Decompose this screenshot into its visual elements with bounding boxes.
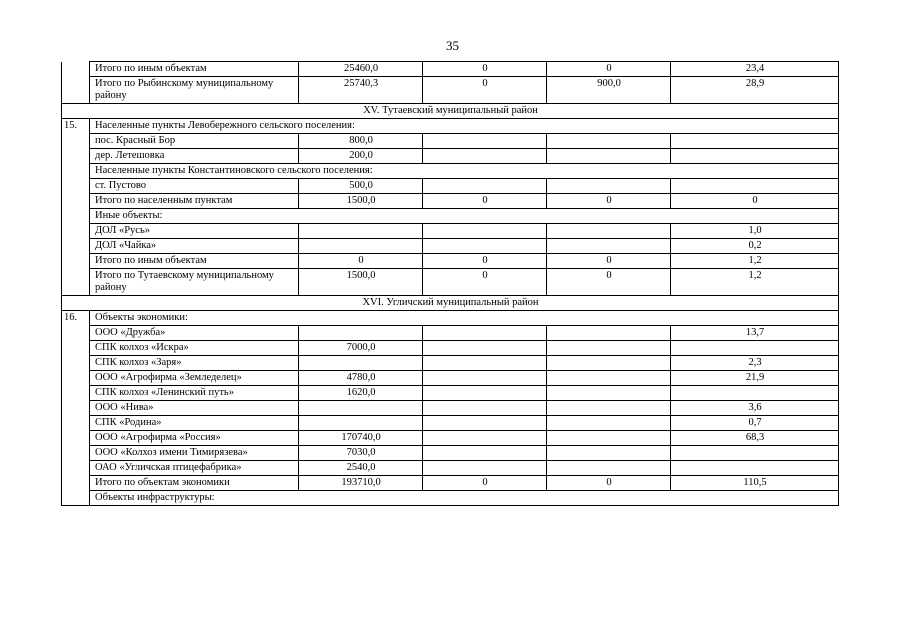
value-cell-1: [299, 416, 423, 431]
row-number: [62, 386, 90, 401]
value-cell-2: [423, 446, 547, 461]
value-cell-4: 110,5: [671, 476, 839, 491]
value-cell-2: 0: [423, 254, 547, 269]
section-title: XV. Тутаевский муниципальный район: [62, 104, 839, 119]
value-cell-2: [423, 416, 547, 431]
row-number: [62, 62, 90, 77]
table-row: [62, 386, 839, 401]
value-cell-1: 25740,3: [299, 77, 423, 104]
group-header-row: [62, 209, 839, 224]
group-label: Населенные пункты Константиновского сельского поселения:: [90, 164, 839, 179]
row-number: [62, 401, 90, 416]
table-row: [62, 446, 839, 461]
row-number: [62, 194, 90, 209]
value-cell-3: [547, 179, 671, 194]
value-cell-1: 1500,0: [299, 269, 423, 296]
value-cell-1: [299, 239, 423, 254]
row-number: [62, 77, 90, 104]
value-cell-4: 1,2: [671, 254, 839, 269]
value-cell-2: 0: [423, 194, 547, 209]
value-cell-1: 1620,0: [299, 386, 423, 401]
row-label: СПК колхоз «Ленинский путь»: [90, 386, 299, 401]
table-row: [62, 149, 839, 164]
row-number: [62, 416, 90, 431]
value-cell-1: [299, 326, 423, 341]
value-cell-4: 0,7: [671, 416, 839, 431]
table-body: [62, 62, 839, 506]
group-header-row: [62, 491, 839, 506]
value-cell-3: [547, 431, 671, 446]
value-cell-4: [671, 386, 839, 401]
value-cell-3: [547, 461, 671, 476]
row-label: ст. Пустово: [90, 179, 299, 194]
value-cell-3: [547, 341, 671, 356]
value-cell-2: 0: [423, 476, 547, 491]
value-cell-1: [299, 224, 423, 239]
value-cell-4: [671, 446, 839, 461]
row-number: [62, 491, 90, 506]
table-row: [62, 179, 839, 194]
value-cell-2: [423, 149, 547, 164]
value-cell-3: [547, 416, 671, 431]
value-cell-4: 21,9: [671, 371, 839, 386]
value-cell-1: 25460,0: [299, 62, 423, 77]
value-cell-4: [671, 461, 839, 476]
row-label: СПК колхоз «Искра»: [90, 341, 299, 356]
row-number: [62, 224, 90, 239]
row-number: [62, 239, 90, 254]
value-cell-2: 0: [423, 77, 547, 104]
row-label: ОАО «Угличская птицефабрика»: [90, 461, 299, 476]
value-cell-1: 170740,0: [299, 431, 423, 446]
value-cell-3: [547, 401, 671, 416]
value-cell-3: [547, 149, 671, 164]
value-cell-3: [547, 326, 671, 341]
table-row: [62, 254, 839, 269]
row-label: ООО «Нива»: [90, 401, 299, 416]
value-cell-3: 0: [547, 194, 671, 209]
value-cell-1: 193710,0: [299, 476, 423, 491]
data-table: [61, 61, 839, 506]
value-cell-4: 23,4: [671, 62, 839, 77]
value-cell-4: 13,7: [671, 326, 839, 341]
row-label: СПК «Родина»: [90, 416, 299, 431]
table-row: [62, 77, 839, 104]
page-number: 35: [446, 38, 459, 53]
value-cell-4: [671, 341, 839, 356]
table-row: [62, 461, 839, 476]
table-row: [62, 134, 839, 149]
row-number: [62, 149, 90, 164]
table-row: [62, 401, 839, 416]
row-label: дер. Летешовка: [90, 149, 299, 164]
value-cell-2: 0: [423, 269, 547, 296]
group-header-row: [62, 164, 839, 179]
value-cell-4: 2,3: [671, 356, 839, 371]
value-cell-4: [671, 134, 839, 149]
row-label: ДОЛ «Русь»: [90, 224, 299, 239]
value-cell-3: [547, 224, 671, 239]
section-heading-row: [62, 296, 839, 311]
row-number: [62, 461, 90, 476]
table-row: [62, 194, 839, 209]
row-number: [62, 254, 90, 269]
value-cell-2: [423, 371, 547, 386]
value-cell-2: [423, 224, 547, 239]
group-label: Иные объекты:: [90, 209, 839, 224]
row-number: [62, 179, 90, 194]
value-cell-1: [299, 401, 423, 416]
table-row: [62, 326, 839, 341]
value-cell-2: [423, 326, 547, 341]
row-label: ДОЛ «Чайка»: [90, 239, 299, 254]
table-row: [62, 416, 839, 431]
value-cell-1: [299, 356, 423, 371]
value-cell-4: 3,6: [671, 401, 839, 416]
row-label: Итого по объектам экономики: [90, 476, 299, 491]
row-number: 16.: [62, 311, 90, 326]
row-number: 15.: [62, 119, 90, 134]
row-label: Итого по Рыбинскому муниципальному району: [90, 77, 299, 104]
group-label: Объекты экономики:: [90, 311, 839, 326]
value-cell-4: 0: [671, 194, 839, 209]
value-cell-4: [671, 149, 839, 164]
value-cell-1: 1500,0: [299, 194, 423, 209]
row-number: [62, 356, 90, 371]
value-cell-2: [423, 461, 547, 476]
row-number: [62, 431, 90, 446]
value-cell-1: 4780,0: [299, 371, 423, 386]
row-label: Итого по Тутаевскому муниципальному району: [90, 269, 299, 296]
value-cell-4: 1,2: [671, 269, 839, 296]
group-header-row: [62, 119, 839, 134]
value-cell-2: [423, 341, 547, 356]
value-cell-3: 0: [547, 254, 671, 269]
table-row: [62, 431, 839, 446]
section-title: XVI. Угличский муниципальный район: [62, 296, 839, 311]
table-row: [62, 356, 839, 371]
value-cell-2: [423, 239, 547, 254]
row-number: [62, 476, 90, 491]
value-cell-3: [547, 356, 671, 371]
value-cell-1: 2540,0: [299, 461, 423, 476]
value-cell-1: 7030,0: [299, 446, 423, 461]
value-cell-2: [423, 386, 547, 401]
row-number: [62, 209, 90, 224]
value-cell-4: 0,2: [671, 239, 839, 254]
row-label: пос. Красный Бор: [90, 134, 299, 149]
row-number: [62, 446, 90, 461]
value-cell-3: [547, 371, 671, 386]
value-cell-2: [423, 356, 547, 371]
value-cell-1: 0: [299, 254, 423, 269]
value-cell-4: [671, 179, 839, 194]
value-cell-4: 68,3: [671, 431, 839, 446]
row-label: Итого по иным объектам: [90, 62, 299, 77]
row-number: [62, 371, 90, 386]
row-number: [62, 341, 90, 356]
row-number: [62, 134, 90, 149]
value-cell-3: [547, 239, 671, 254]
table-row: [62, 341, 839, 356]
value-cell-1: 500,0: [299, 179, 423, 194]
value-cell-1: 800,0: [299, 134, 423, 149]
value-cell-2: [423, 401, 547, 416]
value-cell-4: 1,0: [671, 224, 839, 239]
value-cell-2: [423, 431, 547, 446]
table-row: [62, 224, 839, 239]
value-cell-4: 28,9: [671, 77, 839, 104]
table-row: [62, 476, 839, 491]
section-heading-row: [62, 104, 839, 119]
row-label: ООО «Агрофирма «Россия»: [90, 431, 299, 446]
value-cell-3: 0: [547, 62, 671, 77]
group-label: Объекты инфраструктуры:: [90, 491, 839, 506]
value-cell-3: [547, 134, 671, 149]
row-number: [62, 269, 90, 296]
value-cell-2: [423, 134, 547, 149]
table-row: [62, 239, 839, 254]
row-label: ООО «Агрофирма «Земледелец»: [90, 371, 299, 386]
value-cell-3: 0: [547, 476, 671, 491]
table-row: [62, 371, 839, 386]
row-label: ООО «Колхоз имени Тимирязева»: [90, 446, 299, 461]
row-label: Итого по населенным пунктам: [90, 194, 299, 209]
row-label: Итого по иным объектам: [90, 254, 299, 269]
value-cell-2: 0: [423, 62, 547, 77]
row-label: СПК колхоз «Заря»: [90, 356, 299, 371]
table-row: [62, 269, 839, 296]
group-header-row: [62, 311, 839, 326]
value-cell-1: 200,0: [299, 149, 423, 164]
value-cell-1: 7000,0: [299, 341, 423, 356]
value-cell-3: 0: [547, 269, 671, 296]
value-cell-2: [423, 179, 547, 194]
row-number: [62, 326, 90, 341]
value-cell-3: [547, 446, 671, 461]
row-label: ООО «Дружба»: [90, 326, 299, 341]
group-label: Населенные пункты Левобережного сельского поселения:: [90, 119, 839, 134]
row-number: [62, 164, 90, 179]
table-row: [62, 62, 839, 77]
value-cell-3: [547, 386, 671, 401]
value-cell-3: 900,0: [547, 77, 671, 104]
